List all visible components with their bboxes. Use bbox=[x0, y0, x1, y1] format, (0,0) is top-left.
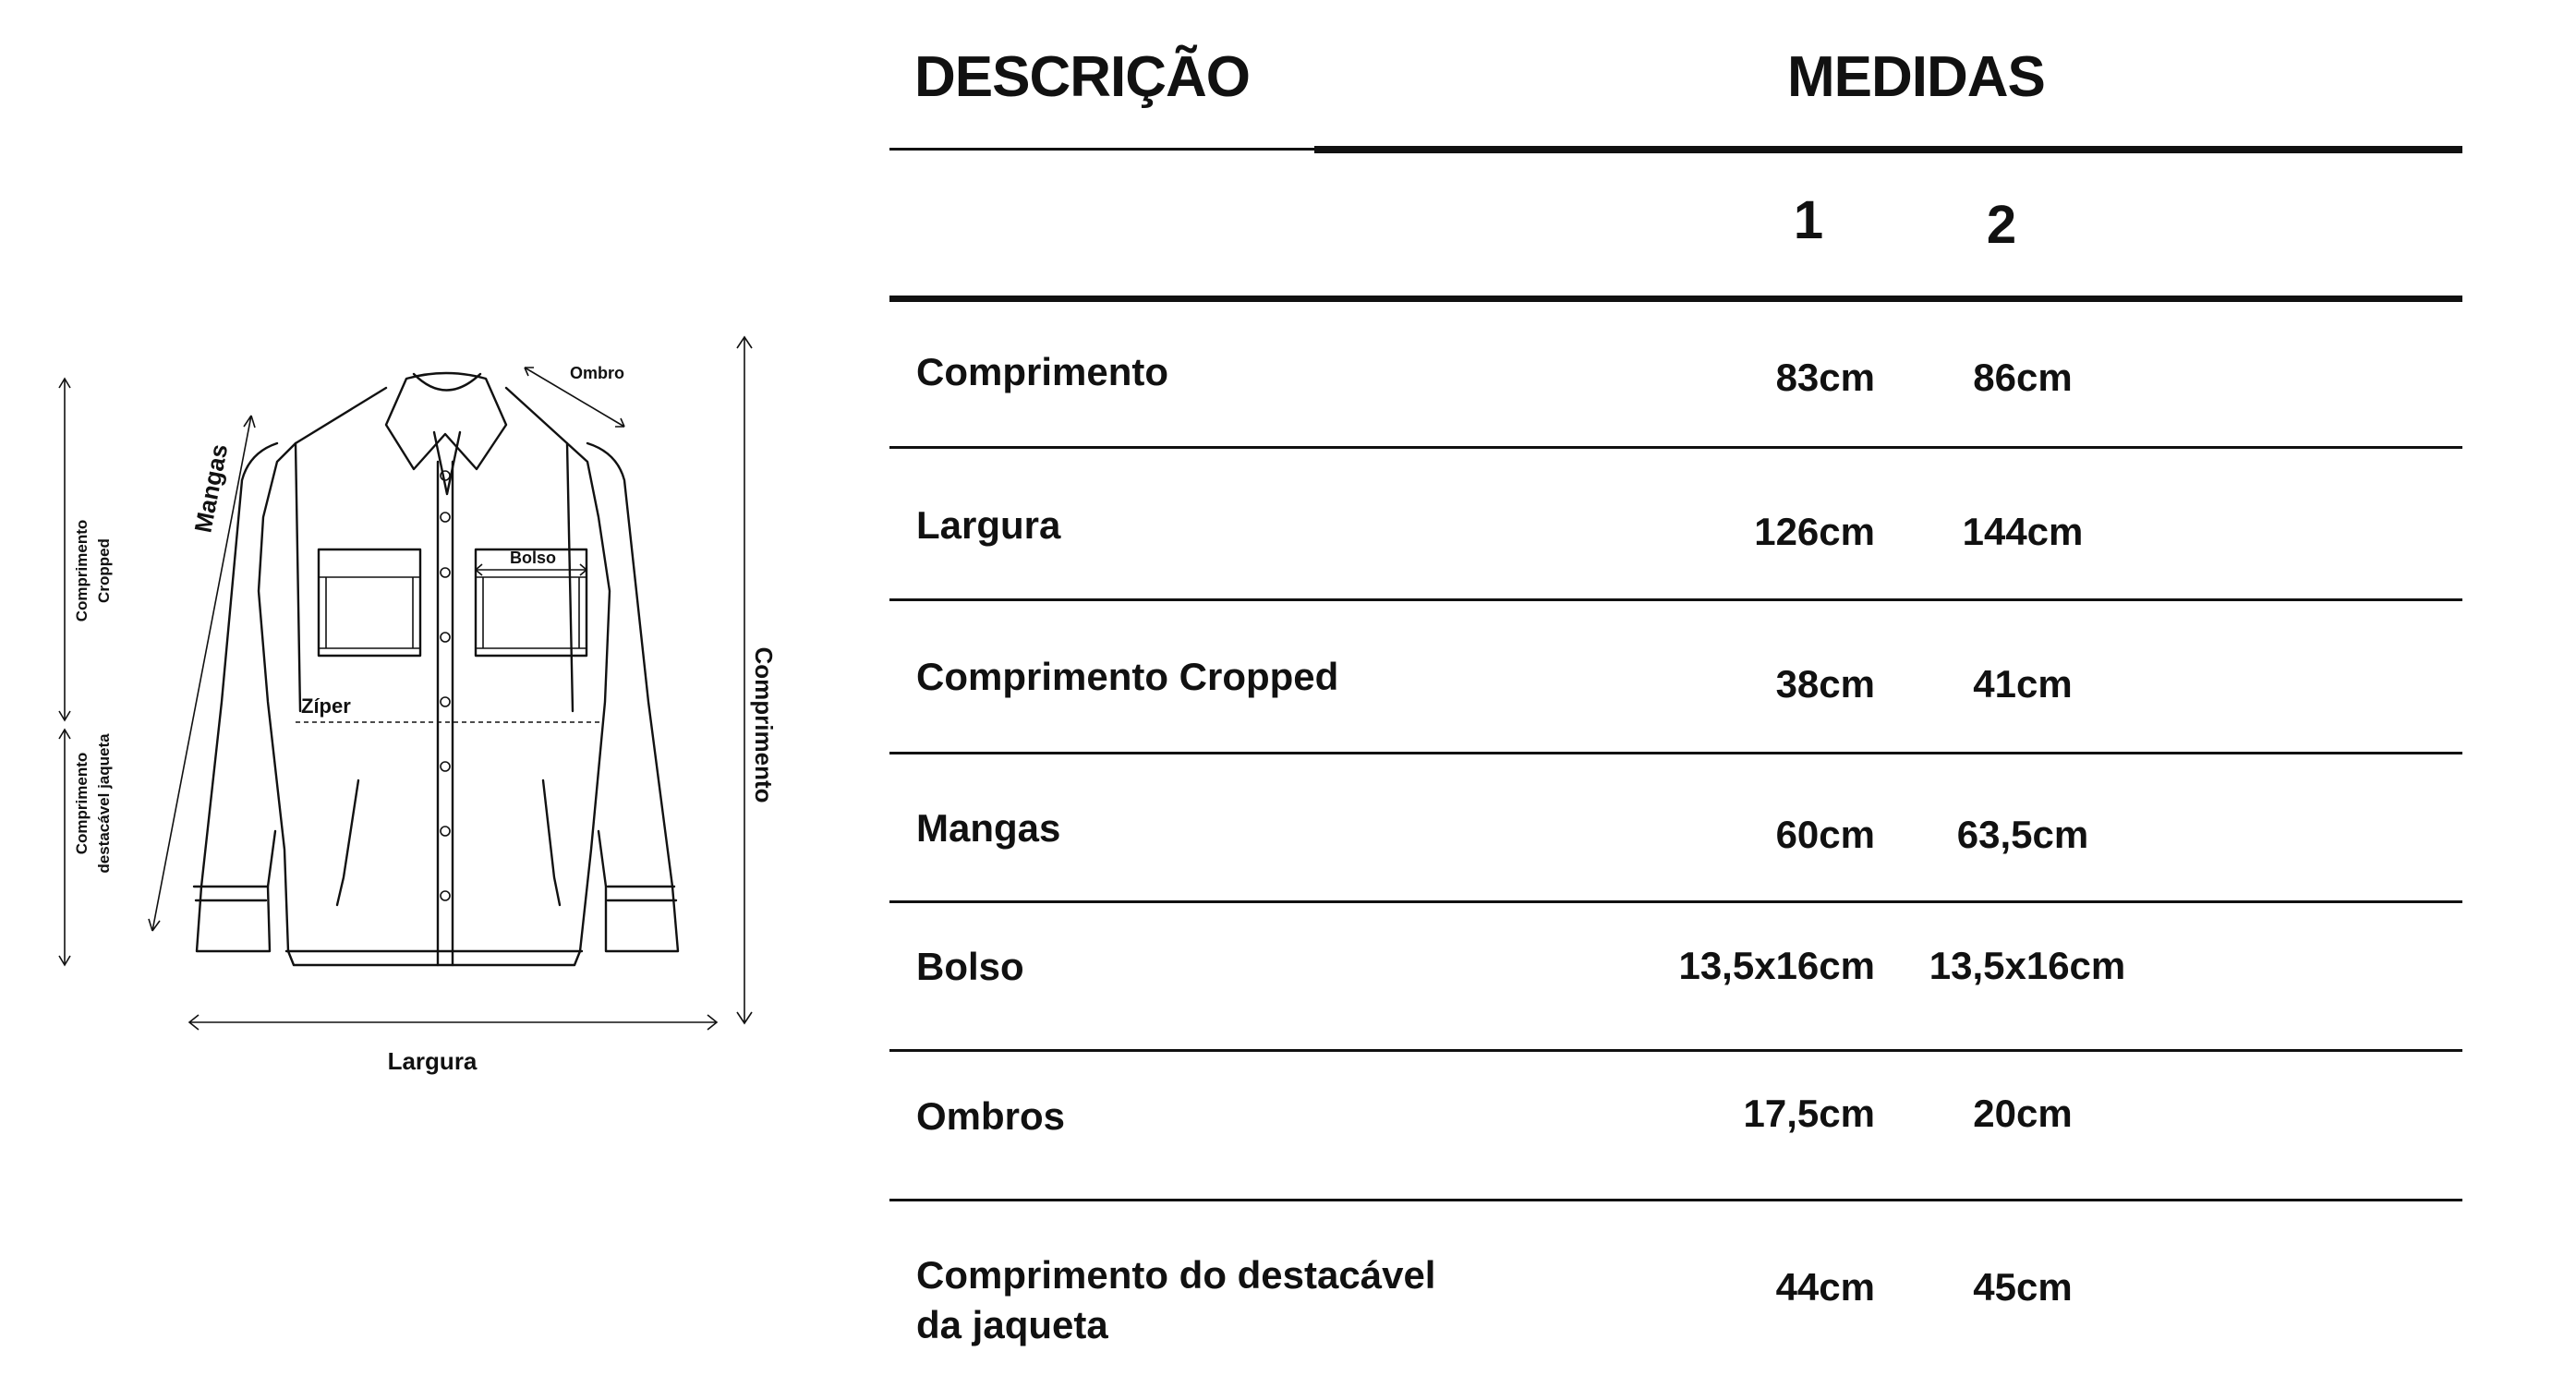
row-divider bbox=[889, 900, 2462, 903]
jacket-diagram bbox=[0, 0, 831, 1400]
comprimento-label: Comprimento bbox=[750, 646, 778, 803]
row-label-mangas: Mangas bbox=[916, 806, 1061, 850]
row-divider bbox=[889, 598, 2462, 601]
cropped-label-line2: Cropped bbox=[95, 538, 113, 603]
buttons bbox=[441, 471, 450, 900]
size-header-rule bbox=[889, 296, 2462, 302]
largura-label: Largura bbox=[387, 1047, 478, 1075]
row-value-size2: 45cm bbox=[1973, 1265, 2073, 1309]
row-value-size1: 44cm bbox=[1775, 1265, 1875, 1309]
mangas-label: Mangas bbox=[188, 441, 234, 536]
row-value-size2: 20cm bbox=[1973, 1092, 2073, 1135]
row-divider bbox=[889, 1199, 2462, 1201]
right-sleeve bbox=[587, 443, 678, 951]
jacket-body bbox=[259, 388, 610, 965]
row-value-size1: 13,5x16cm bbox=[1678, 944, 1875, 987]
ombro-label: Ombro bbox=[570, 364, 625, 382]
measures-title: MEDIDAS bbox=[1787, 45, 2045, 109]
row-value-size1: 17,5cm bbox=[1743, 1092, 1875, 1135]
row-label-comprimento-cropped: Comprimento Cropped bbox=[916, 655, 1339, 698]
size-1-header: 1 bbox=[1793, 190, 1824, 250]
row-value-size1: 83cm bbox=[1775, 356, 1875, 399]
row-value-size1: 38cm bbox=[1775, 662, 1875, 706]
row-value-size1: 60cm bbox=[1775, 813, 1875, 856]
row-divider bbox=[889, 752, 2462, 754]
row-label-largura: Largura bbox=[916, 503, 1061, 547]
size-2-header: 2 bbox=[1986, 195, 2017, 255]
cropped-label-line1: Comprimento bbox=[73, 519, 91, 622]
row-value-size1: 126cm bbox=[1754, 510, 1875, 553]
row-divider bbox=[889, 446, 2462, 449]
row-label-destacavel-line1: Comprimento do destacável bbox=[916, 1253, 1436, 1297]
destacavel-label-line2: destacável jaqueta bbox=[95, 733, 113, 874]
header-rule-thin bbox=[889, 148, 1314, 151]
row-label-comprimento: Comprimento bbox=[916, 350, 1168, 393]
description-title: DESCRIÇÃO bbox=[914, 45, 1251, 109]
row-divider bbox=[889, 1049, 2462, 1052]
row-value-size2: 13,5x16cm bbox=[1929, 944, 2126, 987]
left-pocket bbox=[319, 549, 420, 656]
row-label-destacavel-line2: da jaqueta bbox=[916, 1303, 1108, 1346]
row-value-size2: 41cm bbox=[1973, 662, 2073, 706]
row-value-size2: 144cm bbox=[1962, 510, 2084, 553]
row-label-ombros: Ombros bbox=[916, 1094, 1066, 1138]
row-value-size2: 63,5cm bbox=[1956, 813, 2089, 856]
destacavel-label-line1: Comprimento bbox=[73, 752, 91, 855]
collar bbox=[386, 373, 506, 469]
row-value-size2: 86cm bbox=[1973, 356, 2073, 399]
bolso-label: Bolso bbox=[510, 549, 557, 567]
row-label-bolso: Bolso bbox=[916, 945, 1024, 988]
header-rule-thick bbox=[1314, 146, 2462, 153]
ziper-label: Zíper bbox=[301, 694, 351, 718]
